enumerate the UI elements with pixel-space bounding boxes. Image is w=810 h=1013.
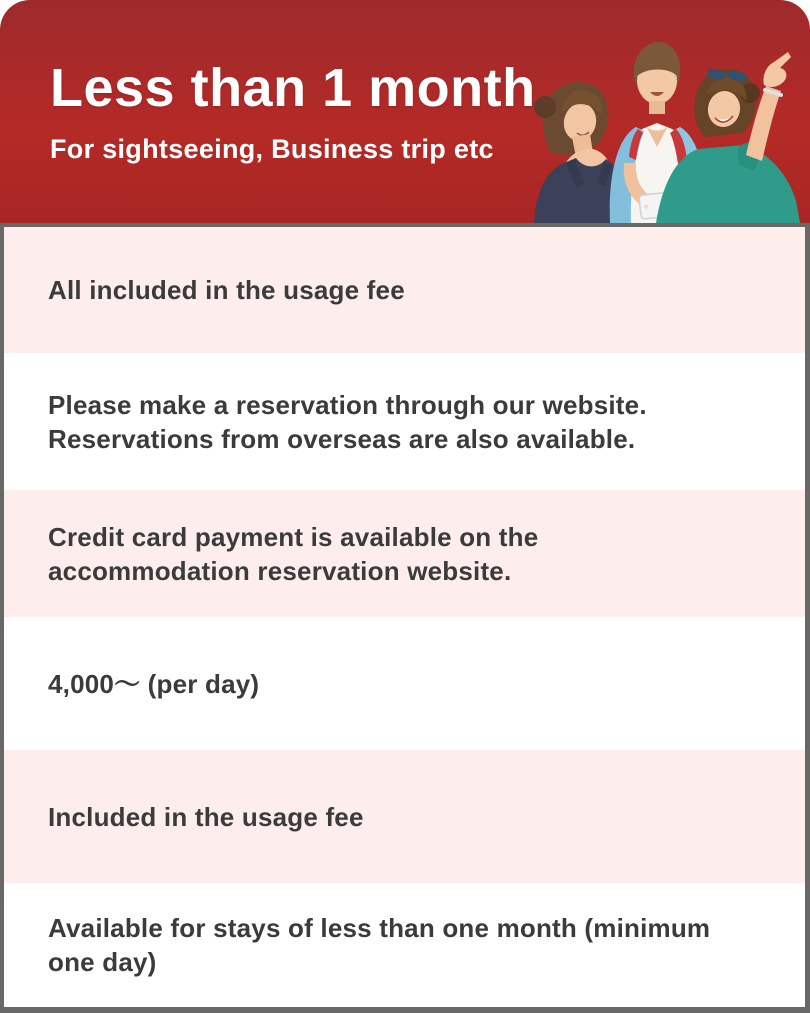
table-row: [4, 353, 805, 490]
header-card: [0, 0, 810, 223]
row-text: All included in the usage fee: [48, 275, 405, 305]
table-row: [4, 617, 805, 750]
page-subtitle: For sightseeing, Business trip etc: [50, 133, 494, 164]
header-text-block: [50, 60, 536, 165]
table-row: [4, 490, 805, 617]
table-row: [4, 883, 805, 1007]
tourists-photo: [500, 23, 810, 223]
row-text: Available for stays of less than one month (minimum: [48, 913, 711, 943]
pointing-hand: [763, 52, 791, 87]
table-row: [4, 750, 805, 883]
table-row: [4, 227, 805, 353]
row-text: Credit card payment is available on the: [48, 521, 539, 552]
row-text: Please make a reservation through our website.: [48, 389, 647, 420]
row-text: 4,000〜 (per day): [48, 668, 260, 699]
row-text: Included in the usage fee: [48, 801, 364, 832]
row-text: Reservations from overseas are also available.: [48, 423, 636, 454]
row-text: accommodation reservation website.: [48, 555, 512, 586]
info-table: [0, 223, 810, 1013]
page-title: Less than 1 month: [50, 58, 536, 118]
row-text: one day): [48, 947, 157, 977]
